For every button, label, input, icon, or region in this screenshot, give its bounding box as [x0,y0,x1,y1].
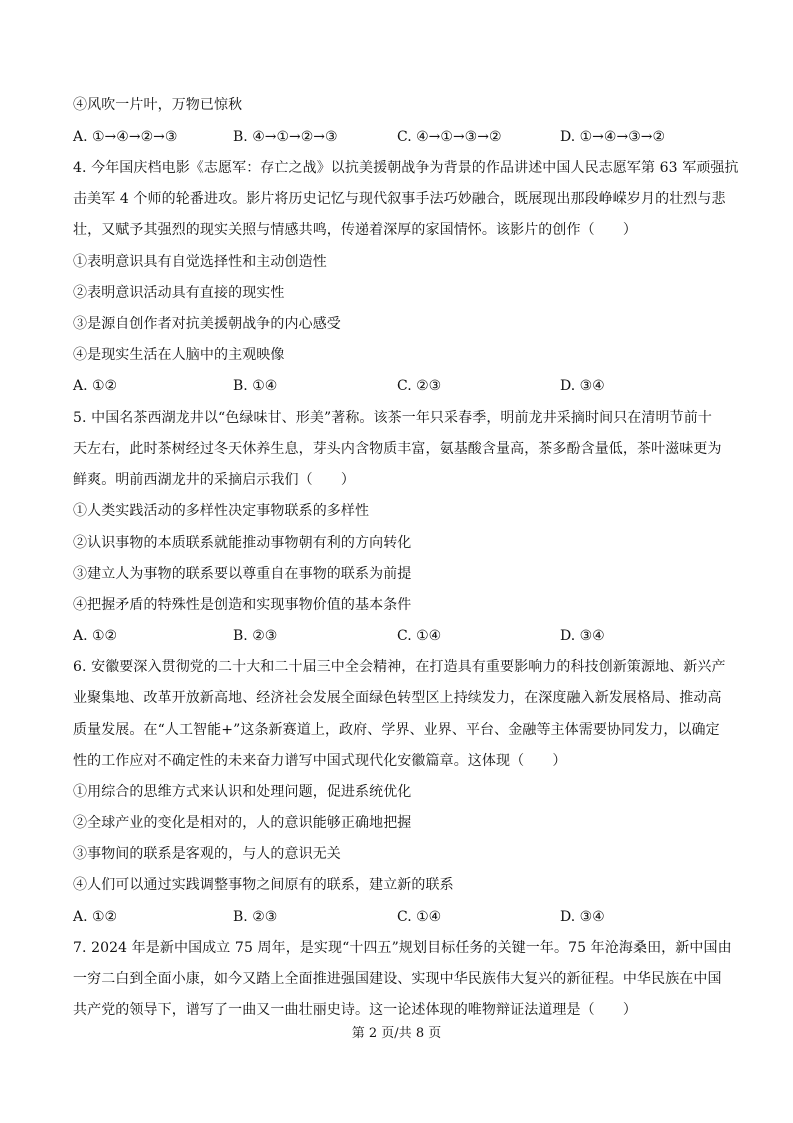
q5-stem-line-1: 5. 中国名茶西湖龙井以“色绿味甘、形美”著称。该茶一年只采春季，明前龙井采摘时间只在清明节前十 [73,410,712,426]
q4-statement-2: ②表明意识活动具有直接的现实性 [73,285,285,301]
q4-stem-line-2: 击美军 4 个师的轮番进攻。影片将历史记忆与现代叙事手法巧妙融合，既展现出那段峥嵘岁月的壮烈与悲 [73,191,726,207]
q5-statement-3: ③建立人为事物的联系要以尊重自在事物的联系为前提 [73,566,412,582]
q7-stem-line-2: 一穷二白到全面小康，如今又踏上全面推进强国建设、实现中华民族伟大复兴的新征程。中华民族在中国 [73,971,722,987]
q6-statement-2: ②全球产业的变化是相对的，人的意识能够正确地把握 [73,815,412,831]
q3-statement-4: ④风吹一片叶，万物已惊秋 [73,97,243,113]
q6-statement-1: ①用综合的思维方式来认识和处理问题，促进系统优化 [73,784,412,800]
q5-options [73,626,723,646]
q5-stem-line-2: 天左右，此时茶树经过冬天休养生息，芽头内含物质丰富，氨基酸含量高，茶多酚含量低，茶叶滋味更为 [73,441,722,457]
q4-statement-1: ①表明意识具有自觉选择性和主动创造性 [73,254,327,270]
q4-stem-line-1: 4. 今年国庆档电影《志愿军：存亡之战》以抗美援朝战争为背景的作品讲述中国人民志愿军第 63 军顽强抗 [73,160,739,176]
q3-option-d: D. ①→④→③→② [560,129,666,145]
q6-statement-4: ④人们可以通过实践调整事物之间原有的联系，建立新的联系 [73,877,454,893]
q3-option-a: A. ①→④→②→③ [73,129,178,145]
q5-option-d: D. ③④ [560,628,605,644]
q6-option-c: C. ①④ [397,909,442,925]
q6-stem-line-1: 6. 安徽要深入贯彻党的二十大和二十届三中全会精神，在打造具有重要影响力的科技创新策源地、新兴产 [73,659,726,675]
q6-stem-line-4: 性的工作应对不确定性的未来奋力谱写中国式现代化安徽篇章。这体现（ ） [73,753,567,769]
q6-stem-line-2: 业聚集地、改革开放新高地、经济社会发展全面绿色转型区上持续发力，在深度融入新发展格局、推动高 [73,690,722,706]
q4-statement-4: ④是现实生活在人脑中的主观映像 [73,347,285,363]
q6-options [73,907,723,927]
q4-option-c: C. ②③ [397,378,442,394]
q5-option-c: C. ①④ [397,628,442,644]
q7-stem-line-3: 共产党的领导下，谱写了一曲又一曲壮丽史诗。这一论述体现的唯物辩证法道理是（ ） [73,1002,637,1018]
q5-statement-2: ②认识事物的本质联系就能推动事物朝有利的方向转化 [73,535,412,551]
q3-option-b: B. ④→①→②→③ [233,129,338,145]
page-number: 第 2 页/共 8 页 [351,1026,442,1041]
q5-statement-1: ①人类实践活动的多样性决定事物联系的多样性 [73,503,370,519]
q5-stem-line-3: 鲜爽。明前西湖龙井的采摘启示我们（ ） [73,472,355,488]
q4-options [73,376,723,396]
q6-stem-line-3: 质量发展。在“人工智能+”这条新赛道上，政府、学界、业界、平台、金融等主体需要协同发力，以确定 [73,722,720,738]
q5-option-b: B. ②③ [233,628,278,644]
q4-statement-3: ③是源自创作者对抗美援朝战争的内心感受 [73,316,341,332]
q6-option-a: A. ①② [73,909,118,925]
q5-option-a: A. ①② [73,628,118,644]
q3-option-c: C. ④→①→③→② [397,129,502,145]
q6-option-b: B. ②③ [233,909,278,925]
q5-statement-4: ④把握矛盾的特殊性是创造和实现事物价值的基本条件 [73,597,412,613]
q6-option-d: D. ③④ [560,909,605,925]
q4-option-a: A. ①② [73,378,118,394]
q4-option-d: D. ③④ [560,378,605,394]
q4-option-b: B. ①④ [233,378,278,394]
q3-options [73,127,723,147]
q7-stem-line-1: 7. 2024 年是新中国成立 75 周年，是实现“十四五”规划目标任务的关键一年。75 年沧海桑田，新中国由 [73,940,732,956]
q6-statement-3: ③事物间的联系是客观的，与人的意识无关 [73,846,341,862]
q4-stem-line-3: 壮，又赋予其强烈的现实关照与情感共鸣，传递着深厚的家国情怀。该影片的创作（ ） [73,222,637,238]
